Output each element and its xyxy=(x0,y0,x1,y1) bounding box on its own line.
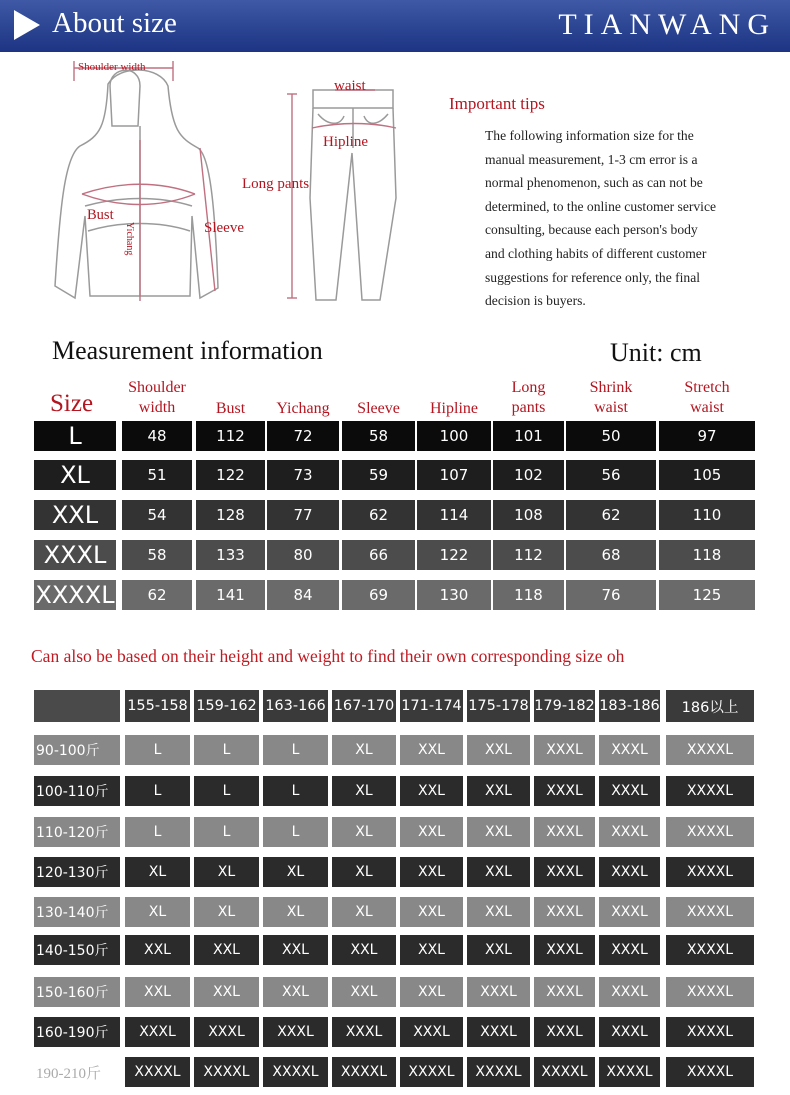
weight-row-label: 190-210斤 xyxy=(34,1057,120,1087)
value-cell: 62 xyxy=(342,500,415,530)
size-result-cell: XXXL xyxy=(125,1017,190,1047)
column-header-line: Shrink xyxy=(589,379,633,396)
column-header-line: width xyxy=(138,399,176,416)
value-cell: 97 xyxy=(659,421,755,451)
size-result-cell: XXXXL xyxy=(666,776,754,806)
column-header-line: pants xyxy=(511,399,546,416)
size-result-cell: XXL xyxy=(467,817,530,847)
column-header-line: Long xyxy=(511,379,546,396)
height-weight-note: Can also be based on their height and weight to find their own corresponding size oh xyxy=(31,646,625,666)
size-result-cell: XXL xyxy=(467,897,530,927)
size-result-cell: XXXL xyxy=(534,1017,595,1047)
value-cell: 62 xyxy=(566,500,656,530)
size-result-cell: XL xyxy=(125,857,190,887)
size-result-cell: XXL xyxy=(263,935,328,965)
column-header-line: Bust xyxy=(215,400,246,417)
size-result-cell: XXL xyxy=(263,977,328,1007)
column-header xyxy=(122,378,192,418)
size-result-cell: XXXXL xyxy=(599,1057,660,1087)
size-result-cell: XXXXL xyxy=(332,1057,396,1087)
size-result-cell: XXXL xyxy=(534,735,595,765)
tips-line: suggestions for reference only, the final xyxy=(485,269,701,285)
size-result-cell: XXXL xyxy=(534,897,595,927)
size-result-cell: XXL xyxy=(400,935,463,965)
value-cell: 133 xyxy=(196,540,265,570)
tips-line: normal phenomenon, such as can not be xyxy=(485,175,703,191)
tips-title: Important tips xyxy=(449,94,545,113)
size-result-cell: XXXXL xyxy=(666,935,754,965)
height-header-cell: 155-158 xyxy=(125,690,190,722)
column-header-line: Shoulder xyxy=(128,379,186,396)
column-header-line: waist xyxy=(594,399,628,416)
shoulder-width-label: Shoulder width xyxy=(78,61,146,73)
value-cell: 101 xyxy=(493,421,564,451)
header-banner xyxy=(0,0,790,52)
size-result-cell: XXXXL xyxy=(263,1057,328,1087)
size-result-cell: XXXXL xyxy=(400,1057,463,1087)
column-header-line: Sleeve xyxy=(357,400,400,417)
size-result-cell: XXXL xyxy=(467,1017,530,1047)
size-result-cell: XXXL xyxy=(534,776,595,806)
sleeve-label: Sleeve xyxy=(204,220,244,236)
weight-row-label: 100-110斤 xyxy=(34,776,120,806)
weight-row-label: 160-190斤 xyxy=(34,1017,120,1047)
height-header-cell: 159-162 xyxy=(194,690,259,722)
column-header-line: Yichang xyxy=(276,400,330,417)
value-cell: 107 xyxy=(417,460,491,490)
size-result-cell: L xyxy=(194,776,259,806)
size-result-cell: XL xyxy=(263,857,328,887)
tips-line: decision is buyers. xyxy=(485,293,586,309)
value-cell: 122 xyxy=(196,460,265,490)
size-result-cell: XXXL xyxy=(599,977,660,1007)
value-cell: 80 xyxy=(267,540,339,570)
column-header-line: Hipline xyxy=(430,400,478,417)
size-result-cell: XL xyxy=(194,857,259,887)
value-cell: 58 xyxy=(122,540,192,570)
size-result-cell: XL xyxy=(332,817,396,847)
tips-line: consulting, because each person's body xyxy=(485,222,698,238)
size-result-cell: XXL xyxy=(125,935,190,965)
weight-row-label: 130-140斤 xyxy=(34,897,120,927)
size-result-cell: XXXXL xyxy=(125,1057,190,1087)
value-cell: 66 xyxy=(342,540,415,570)
value-cell: 122 xyxy=(417,540,491,570)
size-result-cell: XXL xyxy=(467,776,530,806)
value-cell: 118 xyxy=(659,540,755,570)
size-header: Size xyxy=(50,390,94,417)
value-cell: 84 xyxy=(267,580,339,610)
size-result-cell: L xyxy=(194,817,259,847)
size-result-cell: XXL xyxy=(400,817,463,847)
value-cell: 76 xyxy=(566,580,656,610)
tips-body xyxy=(485,124,775,313)
size-result-cell: XXXL xyxy=(599,1017,660,1047)
tips-line: The following information size for the xyxy=(485,128,694,143)
size-result-cell: XXL xyxy=(400,857,463,887)
size-cell: XL xyxy=(34,460,116,490)
column-header xyxy=(342,399,415,419)
size-cell: XXL xyxy=(34,500,116,530)
size-result-cell: XXXL xyxy=(332,1017,396,1047)
size-result-cell: XXL xyxy=(400,735,463,765)
tips-line: manual measurement, 1-3 cm error is a xyxy=(485,151,698,167)
size-result-cell: L xyxy=(194,735,259,765)
value-cell: 100 xyxy=(417,421,491,451)
value-cell: 105 xyxy=(659,460,755,490)
size-result-cell: L xyxy=(263,735,328,765)
value-cell: 51 xyxy=(122,460,192,490)
size-result-cell: XXXL xyxy=(599,935,660,965)
arrow-icon xyxy=(14,10,40,40)
column-header-line: Stretch xyxy=(684,379,730,396)
size-result-cell: XXL xyxy=(467,735,530,765)
value-cell: 48 xyxy=(122,421,192,451)
height-header-blank xyxy=(34,690,120,722)
size-result-cell: L xyxy=(263,817,328,847)
size-result-cell: L xyxy=(125,735,190,765)
weight-row-label: 110-120斤 xyxy=(34,817,120,847)
size-result-cell: XXXXL xyxy=(666,857,754,887)
value-cell: 73 xyxy=(267,460,339,490)
height-header-cell: 167-170 xyxy=(332,690,396,722)
size-result-cell: XXXL xyxy=(263,1017,328,1047)
column-header xyxy=(196,399,265,419)
size-result-cell: L xyxy=(125,776,190,806)
weight-row-label: 150-160斤 xyxy=(34,977,120,1007)
value-cell: 112 xyxy=(196,421,265,451)
value-cell: 141 xyxy=(196,580,265,610)
value-cell: 118 xyxy=(493,580,564,610)
height-header-cell: 186以上 xyxy=(666,690,754,722)
jacket-illustration xyxy=(40,56,245,306)
measurement-title: Measurement information xyxy=(52,336,323,365)
pants-illustration xyxy=(240,78,410,306)
value-cell: 114 xyxy=(417,500,491,530)
value-cell: 102 xyxy=(493,460,564,490)
value-cell: 62 xyxy=(122,580,192,610)
size-result-cell: XXL xyxy=(467,857,530,887)
value-cell: 68 xyxy=(566,540,656,570)
height-header-cell: 179-182 xyxy=(534,690,595,722)
size-result-cell: L xyxy=(125,817,190,847)
height-header-cell: 163-166 xyxy=(263,690,328,722)
size-result-cell: XXXXL xyxy=(666,897,754,927)
size-result-cell: XXXL xyxy=(534,935,595,965)
value-cell: 58 xyxy=(342,421,415,451)
yichang-label: Yichang xyxy=(124,222,135,256)
size-result-cell: XXXL xyxy=(534,817,595,847)
size-result-cell: XXXXL xyxy=(666,1017,754,1047)
value-cell: 69 xyxy=(342,580,415,610)
value-cell: 56 xyxy=(566,460,656,490)
size-result-cell: XXL xyxy=(194,977,259,1007)
column-header xyxy=(659,378,755,418)
size-result-cell: XL xyxy=(332,897,396,927)
size-result-cell: XXXL xyxy=(599,817,660,847)
size-result-cell: XXXL xyxy=(194,1017,259,1047)
size-result-cell: XXL xyxy=(125,977,190,1007)
size-result-cell: XXXXL xyxy=(666,817,754,847)
size-result-cell: XXXXL xyxy=(666,977,754,1007)
value-cell: 128 xyxy=(196,500,265,530)
size-result-cell: XXXL xyxy=(599,897,660,927)
size-result-cell: XXXL xyxy=(467,977,530,1007)
brand-name: TIANWANG xyxy=(558,8,776,41)
value-cell: 130 xyxy=(417,580,491,610)
size-result-cell: XXL xyxy=(400,897,463,927)
size-result-cell: XXXL xyxy=(599,857,660,887)
weight-row-label: 120-130斤 xyxy=(34,857,120,887)
column-header xyxy=(417,399,491,419)
height-header-cell: 171-174 xyxy=(400,690,463,722)
size-result-cell: XXXL xyxy=(599,735,660,765)
value-cell: 72 xyxy=(267,421,339,451)
long-pants-label: Long pants xyxy=(242,176,310,192)
size-result-cell: XXL xyxy=(332,977,396,1007)
value-cell: 50 xyxy=(566,421,656,451)
header-title: About size xyxy=(52,7,177,39)
size-result-cell: XXXL xyxy=(534,857,595,887)
value-cell: 59 xyxy=(342,460,415,490)
size-result-cell: XXL xyxy=(400,977,463,1007)
size-result-cell: XXL xyxy=(400,776,463,806)
value-cell: 108 xyxy=(493,500,564,530)
size-result-cell: XL xyxy=(194,897,259,927)
size-result-cell: XL xyxy=(332,857,396,887)
size-cell: XXXL xyxy=(34,540,116,570)
value-cell: 110 xyxy=(659,500,755,530)
value-cell: 112 xyxy=(493,540,564,570)
size-result-cell: XL xyxy=(125,897,190,927)
size-cell: XXXXL xyxy=(35,581,115,609)
size-cell: L xyxy=(34,421,116,451)
size-result-cell: L xyxy=(263,776,328,806)
size-result-cell: XL xyxy=(332,776,396,806)
size-result-cell: XXL xyxy=(467,935,530,965)
size-result-cell: XXXXL xyxy=(666,735,754,765)
size-result-cell: XXXL xyxy=(599,776,660,806)
size-result-cell: XL xyxy=(263,897,328,927)
tips-line: and clothing habits of different customer xyxy=(485,245,707,261)
column-header xyxy=(493,378,564,418)
value-cell: 125 xyxy=(659,580,755,610)
column-header xyxy=(267,399,339,419)
size-result-cell: XXXXL xyxy=(194,1057,259,1087)
size-result-cell: XXL xyxy=(194,935,259,965)
bust-label: Bust xyxy=(87,207,114,223)
height-header-cell: 175-178 xyxy=(467,690,530,722)
size-result-cell: XXXXL xyxy=(534,1057,595,1087)
value-cell: 54 xyxy=(122,500,192,530)
column-header-line: waist xyxy=(690,399,724,416)
value-cell: 77 xyxy=(267,500,339,530)
hipline-label: Hipline xyxy=(323,134,368,150)
height-header-cell: 183-186 xyxy=(599,690,660,722)
unit-label: Unit: cm xyxy=(610,338,702,367)
size-result-cell: XXXXL xyxy=(666,1057,754,1087)
column-header xyxy=(566,378,656,418)
tips-line: determined, to the online customer service xyxy=(485,198,717,214)
size-result-cell: XXL xyxy=(332,935,396,965)
weight-row-label: 90-100斤 xyxy=(34,735,120,765)
weight-row-label: 140-150斤 xyxy=(34,935,120,965)
size-result-cell: XXXL xyxy=(400,1017,463,1047)
waist-label: waist xyxy=(334,78,366,94)
size-result-cell: XXXXL xyxy=(467,1057,530,1087)
size-result-cell: XL xyxy=(332,735,396,765)
size-result-cell: XXXL xyxy=(534,977,595,1007)
